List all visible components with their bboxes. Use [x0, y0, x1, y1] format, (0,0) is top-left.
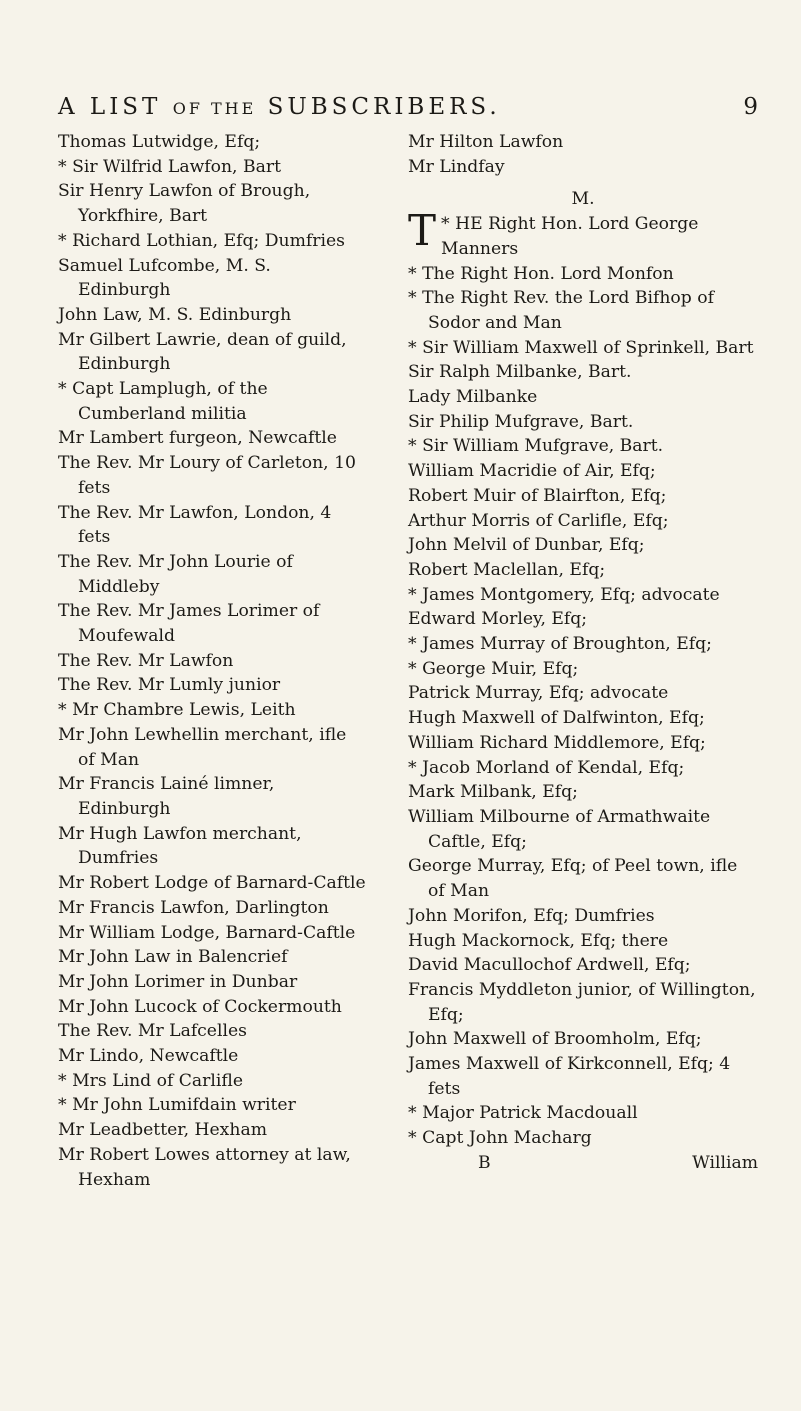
subscriber-entry: * Mr John Lumifdain writer — [58, 1093, 368, 1118]
header-title-b: OF THE — [172, 99, 257, 118]
subscriber-entry: Mr Leadbetter, Hexham — [58, 1120, 267, 1141]
subscriber-entry: William Milbourne of Armathwaite Caftle, Efq; — [408, 806, 711, 852]
subscriber-entry: George Murray, Efq; of Peel town, ifle of Man — [408, 856, 738, 902]
subscriber-entry: * Sir William Mufgrave, Bart. — [408, 434, 758, 459]
subscriber-entry: * Richard Lothian, Efq; Dumfries — [58, 229, 368, 254]
subscriber-entry: The Rev. Mr Lawfon, London, 4 fets — [58, 502, 332, 548]
subscriber-entry: Arthur Morris of Carlifle, Efq; — [408, 510, 669, 531]
catch-line — [408, 1151, 758, 1176]
subscriber-entry: Mr Lindo, Newcaftle — [58, 1046, 239, 1067]
subscriber-entry: Mr Gilbert Lawrie, dean of guild, Edinburgh — [58, 329, 347, 375]
subscriber-entry: Mr Hilton Lawfon — [408, 132, 564, 152]
subscriber-entry: Mr John Lucock of Cockermouth — [58, 996, 342, 1017]
catchword: William — [692, 1152, 758, 1173]
header-title-a: A LIST — [58, 94, 162, 120]
subscriber-entry: Mr William Lodge, Barnard-Caftle — [58, 922, 356, 943]
subscriber-entry: William Macridie of Air, Efq; — [408, 461, 656, 482]
section-letter: M. — [571, 189, 595, 210]
subscriber-entry: William Richard Middlemore, Efq; — [408, 732, 706, 753]
subscriber-entry: * The Right Hon. Lord Monfon — [408, 262, 758, 287]
page-number: 9 — [743, 94, 758, 120]
dropcap: T — [408, 206, 437, 256]
subscriber-entry: John Maxwell of Broomholm, Efq; — [408, 1029, 702, 1050]
subscriber-entry: The Rev. Mr Lawfon — [58, 650, 234, 671]
subscriber-entry: * James Montgomery, Efq; advocate — [408, 583, 758, 608]
subscriber-entry: * The Right Rev. the Lord Bifhop of Sodor and Man — [408, 286, 758, 335]
subscriber-entry: Thomas Lutwidge, Efq; — [58, 132, 261, 152]
subscriber-entry: * George Muir, Efq; — [408, 657, 758, 682]
subscriber-entry: Sir Henry Lawfon of Brough, Yorkfhire, Bart — [58, 181, 311, 227]
subscriber-entry: Patrick Murray, Efq; advocate — [408, 683, 669, 704]
subscriber-entry: John Law, M. S. Edinburgh — [58, 304, 292, 325]
subscriber-entry: Lady Milbanke — [408, 387, 538, 408]
subscriber-entry: Mr John Lewhellin merchant, ifle of Man — [58, 724, 347, 770]
subscriber-entry: * Capt Lamplugh, of the Cumberland militia — [58, 377, 368, 426]
subscriber-entry: Robert Muir of Blairfton, Efq; — [408, 485, 667, 506]
signature-mark: B — [478, 1152, 491, 1173]
subscriber-entry: The Rev. Mr James Lorimer of Moufewald — [58, 601, 320, 647]
subscriber-entry: Mr Francis Lawfon, Darlington — [58, 897, 329, 918]
subscriber-entry: Mr John Lorimer in Dunbar — [58, 971, 298, 992]
subscriber-entry: * Capt John Macharg — [408, 1126, 758, 1151]
subscriber-entry: Mr John Law in Balencrief — [58, 947, 288, 968]
subscriber-entry: The Rev. Mr John Lourie of Middleby — [58, 551, 293, 597]
subscriber-entry: Sir Philip Mufgrave, Bart. — [408, 411, 634, 432]
subscriber-entry: * Sir William Maxwell of Sprinkell, Bart — [408, 336, 758, 361]
subscriber-entry: * James Murray of Broughton, Efq; — [408, 632, 758, 657]
subscriber-entry: John Morifon, Efq; Dumfries — [408, 905, 655, 926]
subscriber-entry: Francis Myddleton junior, of Willington, Efq; — [408, 979, 756, 1025]
first-entry-text: HE Right Hon. Lord George Manners — [441, 214, 699, 259]
subscriber-entry: James Maxwell of Kirkconnell, Efq; 4 fets — [408, 1054, 731, 1099]
subscriber-entry: Edward Morley, Efq; — [408, 609, 588, 630]
subscriber-entry: * Major Patrick Macdouall — [408, 1101, 758, 1126]
subscriber-entry: The Rev. Mr Loury of Carleton, 10 fets — [58, 453, 356, 498]
first-entry: * T HE Right Hon. Lord George Manners — [408, 206, 699, 259]
subscriber-entry: * Jacob Morland of Kendal, Efq; — [408, 756, 758, 781]
page-header — [58, 94, 758, 120]
subscriber-entry: David Macullochof Ardwell, Efq; — [408, 955, 691, 976]
subscriber-entry: * Sir Wilfrid Lawfon, Bart — [58, 155, 368, 180]
subscriber-entry: Hugh Mackornock, Efq; there — [408, 930, 669, 951]
header-title-c: SUBSCRIBERS. — [267, 94, 501, 120]
subscriber-entry: John Melvil of Dunbar, Efq; — [408, 535, 645, 556]
subscriber-entry: Mr Robert Lowes attorney at law, Hexham — [58, 1144, 351, 1190]
subscriber-entry: The Rev. Mr Lafcelles — [58, 1021, 247, 1042]
right-column — [408, 130, 758, 1176]
subscriber-entry: Mr Hugh Lawfon merchant, Dumfries — [58, 823, 302, 869]
subscriber-entry: Mr Francis Lainé limner, Edinburgh — [58, 774, 275, 819]
subscriber-entry: Hugh Maxwell of Dalfwinton, Efq; — [408, 708, 705, 729]
subscriber-entry: Mr Lindfay — [408, 156, 505, 177]
subscriber-entry: Mark Milbank, Efq; — [408, 782, 578, 803]
subscriber-entry: Samuel Lufcombe, M. S. Edinburgh — [58, 255, 271, 301]
subscriber-entry: Mr Lambert furgeon, Newcaftle — [58, 428, 337, 449]
subscriber-entry: Mr Robert Lodge of Barnard-Caftle — [58, 873, 366, 894]
subscriber-entry: Robert Maclellan, Efq; — [408, 559, 606, 580]
subscriber-entry: * Mrs Lind of Carlifle — [58, 1069, 368, 1094]
subscriber-entry: * Mr Chambre Lewis, Leith — [58, 698, 368, 723]
subscriber-entry: The Rev. Mr Lumly junior — [58, 675, 281, 696]
subscriber-entry: Sir Ralph Milbanke, Bart. — [408, 362, 632, 383]
left-column — [58, 130, 368, 1192]
